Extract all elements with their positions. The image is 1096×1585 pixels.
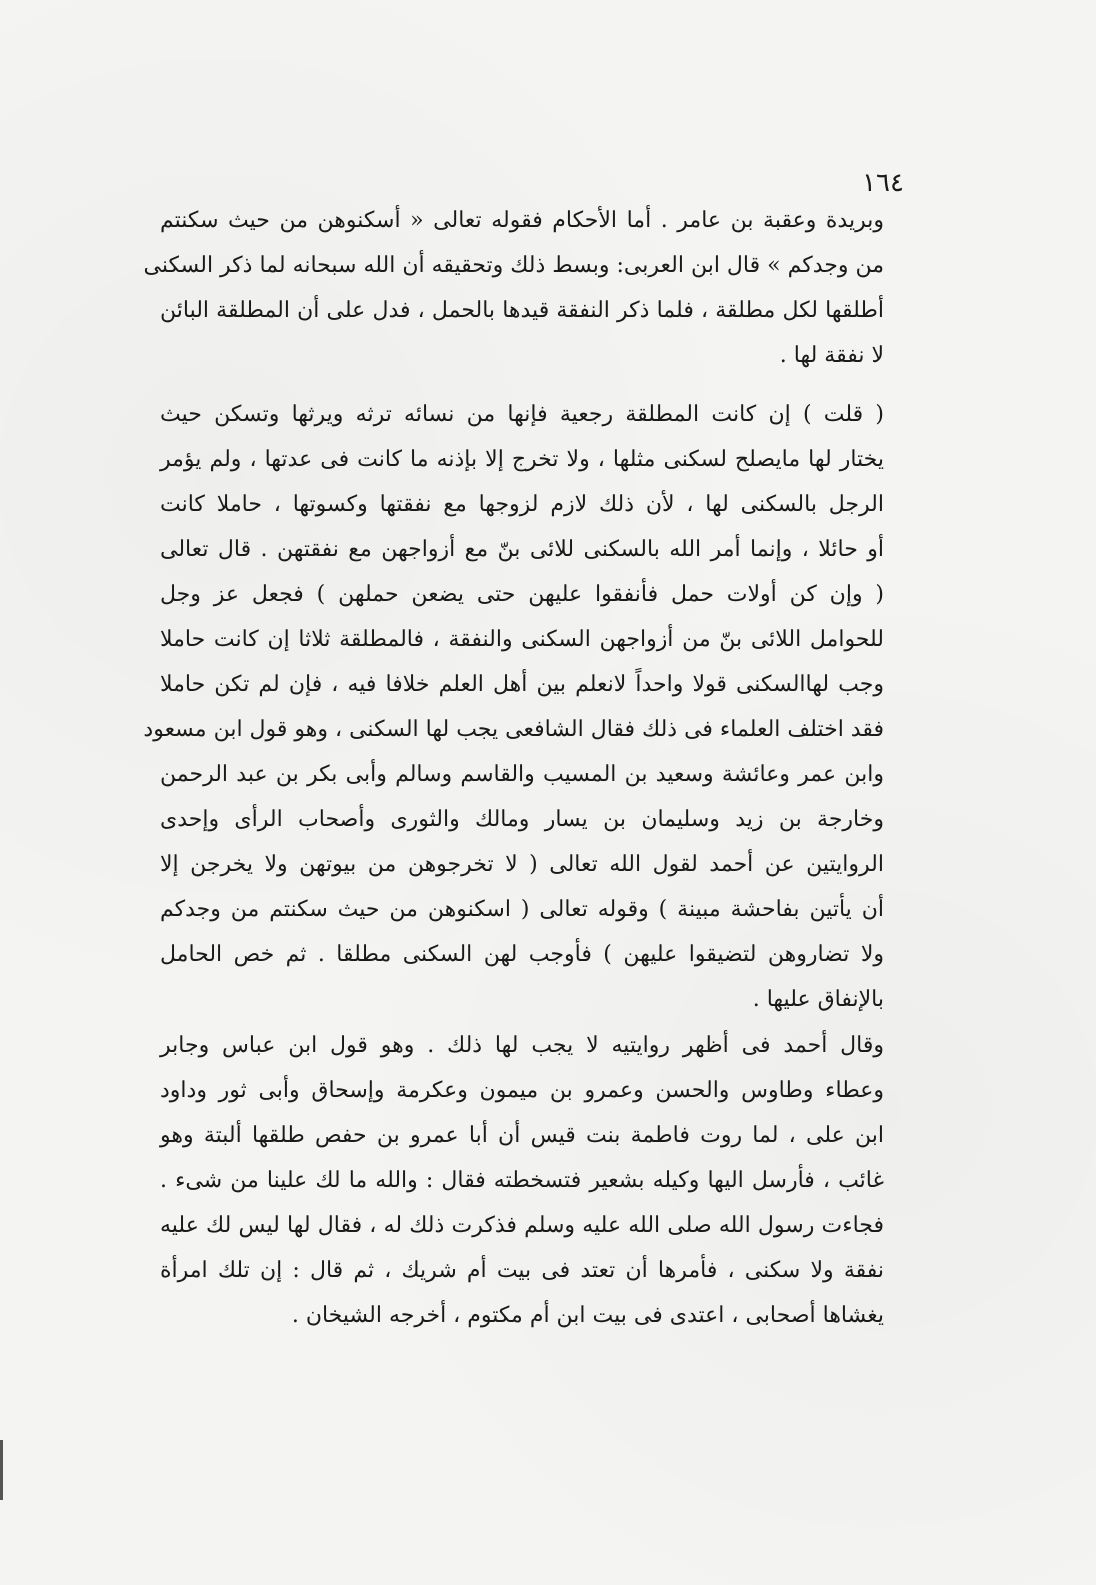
text-line: فقد اختلف العلماء فى ذلك فقال الشافعى يجب لها السكنى ، وهو قول ابن مسعود bbox=[143, 717, 884, 742]
text-line: ( قلت ) إن كانت المطلقة رجعية فإنها من نسائه ترثه ويرثها وتسكن حيث bbox=[160, 402, 884, 427]
text-line: الرجل بالسكنى لها ، لأن ذلك لازم لزوجها مع نفقتها وكسوتها ، حاملا كانت bbox=[160, 492, 884, 517]
text-line: أو حائلا ، وإنما أمر الله بالسكنى للائى بنّ مع أزواجهن مع نفقتهن . قال تعالى bbox=[160, 537, 884, 562]
paragraph-1 bbox=[143, 198, 884, 378]
text-line: أطلقها لكل مطلقة ، فلما ذكر النفقة قيدها بالحمل ، فدل على أن المطلقة البائن bbox=[160, 298, 884, 323]
scan-edge-mark bbox=[0, 1440, 3, 1500]
text-line: من وجدكم » قال ابن العربى: وبسط ذلك وتحقيقه أن الله سبحانه لما ذكر السكنى bbox=[143, 253, 884, 278]
text-line: بالإنفاق عليها . bbox=[752, 987, 884, 1012]
text-line: وعطاء وطاوس والحسن وعمرو بن ميمون وعكرمة وإسحاق وأبى ثور وداود bbox=[160, 1078, 884, 1103]
text-line: الروايتين عن أحمد لقول الله تعالى ( لا تخرجوهن من بيوتهن ولا يخرجن إلا bbox=[160, 852, 884, 877]
text-line: وخارجة بن زيد وسليمان بن يسار ومالك والثورى وأصحاب الرأى وإحدى bbox=[160, 807, 884, 832]
paragraph-2 bbox=[143, 392, 884, 1022]
text-line: للحوامل اللائى بنّ من أزواجهن السكنى والنفقة ، فالمطلقة ثلاثا إن كانت حاملا bbox=[160, 627, 884, 652]
text-line: فجاءت رسول الله صلى الله عليه وسلم فذكرت ذلك له ، فقال لها ليس لك عليه bbox=[160, 1213, 884, 1238]
text-line: وابن عمر وعائشة وسعيد بن المسيب والقاسم وسالم وأبى بكر بن عبد الرحمن bbox=[160, 762, 884, 787]
text-line: أن يأتين بفاحشة مبينة ) وقوله تعالى ( اسكنوهن من حيث سكنتم من وجدكم bbox=[160, 897, 884, 922]
text-line: غائب ، فأرسل اليها وكيله بشعير فتسخطته فقال : والله ما لك علينا من شىء . bbox=[160, 1168, 885, 1193]
text-line: وبريدة وعقبة بن عامر . أما الأحكام فقوله تعالى « أسكنوهن من حيث سكنتم bbox=[160, 208, 884, 233]
text-line: وجب لهاالسكنى قولا واحداً لانعلم بين أهل العلم خلافا فيه ، فإن لم تكن حاملا bbox=[160, 672, 884, 697]
paragraph-3 bbox=[160, 1023, 884, 1338]
page-number: ١٦٤ bbox=[862, 168, 904, 198]
text-line: يختار لها مايصلح لسكنى مثلها ، ولا تخرج إلا بإذنه ما كانت فى عدتها ، ولم يؤمر bbox=[160, 447, 884, 472]
text-line: يغشاها أصحابى ، اعتدى فى بيت ابن أم مكتوم ، أخرجه الشيخان . bbox=[291, 1303, 884, 1328]
text-line: ابن على ، لما روت فاطمة بنت قيس أن أبا عمرو بن حفص طلقها ألبتة وهو bbox=[160, 1123, 884, 1148]
text-line: ولا تضاروهن لتضيقوا عليهن ) فأوجب لهن السكنى مطلقا . ثم خص الحامل bbox=[160, 942, 884, 967]
text-line: نفقة ولا سكنى ، فأمرها أن تعتد فى بيت أم شريك ، ثم قال : إن تلك امرأة bbox=[160, 1258, 884, 1283]
text-line: لا نفقة لها . bbox=[779, 343, 884, 368]
text-line: وقال أحمد فى أظهر روايتيه لا يجب لها ذلك . وهو قول ابن عباس وجابر bbox=[160, 1033, 884, 1058]
text-line: ( وإن كن أولات حمل فأنفقوا عليهن حتى يضعن حملهن ) فجعل عز وجل bbox=[160, 582, 884, 607]
